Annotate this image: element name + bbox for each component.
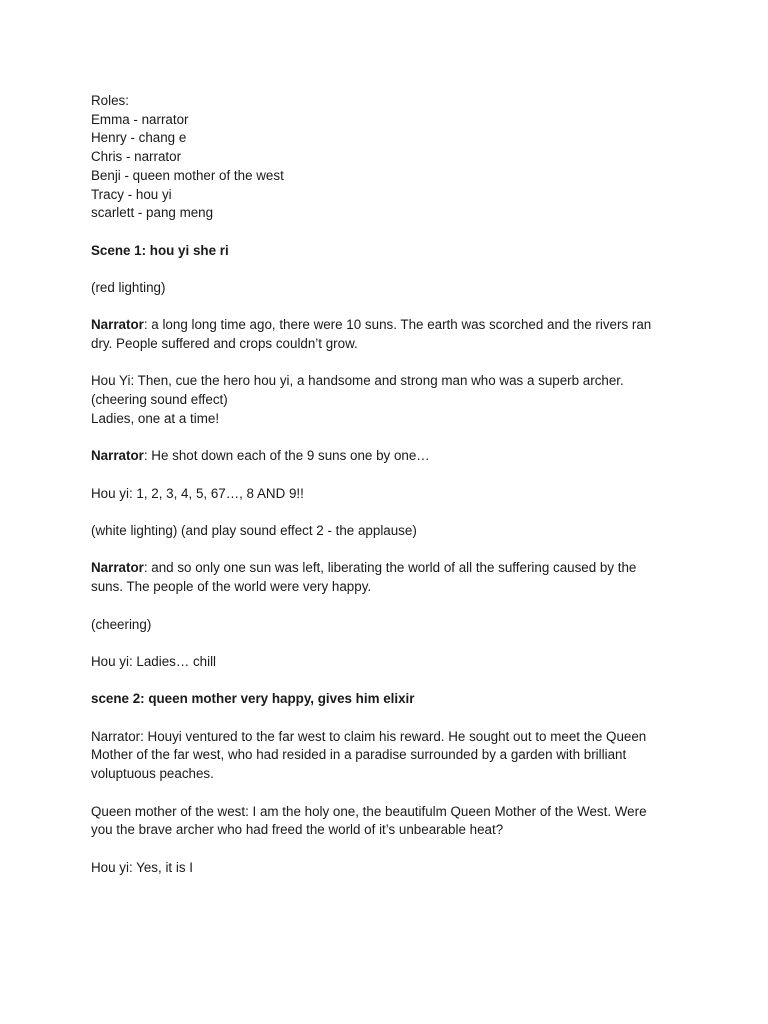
dialogue-text: Hou yi: Ladies… chill (91, 653, 217, 669)
scene2-heading: scene 2: queen mother very happy, gives him elixir (91, 691, 415, 707)
dialogue-narrator-2 (91, 447, 691, 466)
dialogue-text: Hou yi: Yes, it is I (91, 859, 193, 875)
speaker-narrator: Narrator (91, 317, 144, 333)
role-item: Henry - chang e (91, 130, 187, 146)
roles-section (91, 92, 691, 223)
stage-direction-white-lighting: (white lighting) (and play sound effect 2 - the applause) (91, 523, 417, 539)
scene1-heading-block (91, 242, 691, 261)
dialogue-text: : and so only one sun was left, liberating the world of all the suffering caused by the (143, 560, 637, 576)
scene2-heading-block (91, 690, 691, 709)
speaker-narrator: Narrator (91, 448, 144, 464)
stage-direction-red-lighting: (red lighting) (91, 280, 166, 295)
dialogue-narrator-4 (91, 728, 691, 784)
dialogue-queen-mother-1 (91, 803, 691, 840)
dialogue-houyi-4 (91, 859, 691, 878)
dialogue-text: Mother of the far west, who had resided in a paradise surrounded by a garden with brilliant (91, 747, 627, 763)
dialogue-text: Hou yi: 1, 2, 3, 4, 5, 67…, 8 AND 9!! (91, 485, 304, 501)
stage-direction-cheering: (cheering) (91, 616, 152, 632)
roles-heading: Roles: (91, 93, 129, 108)
dialogue-text: suns. The people of the world were very happy. (91, 579, 372, 595)
dialogue-text: : He shot down each of the 9 suns one by one… (143, 448, 430, 464)
scene1-heading: Scene 1: hou yi she ri (91, 242, 229, 258)
stage-direction (91, 279, 691, 298)
script-document (91, 92, 691, 896)
dialogue-houyi-3 (91, 653, 691, 672)
dialogue-houyi-1 (91, 372, 691, 428)
dialogue-narrator-1 (91, 316, 691, 353)
dialogue-text: Queen mother of the west: I am the holy one, the beautifulm Queen Mother of the West. Were (91, 803, 647, 819)
dialogue-text: you the brave archer who had freed the world of it’s unbearable heat? (91, 822, 504, 838)
stage-direction-cheering-sound: (cheering sound effect) (91, 392, 228, 408)
role-item: scarlett - pang meng (91, 205, 214, 221)
dialogue-text: : a long long time ago, there were 10 suns. The earth was scorched and the rivers ran (143, 317, 652, 333)
speaker-narrator: Narrator (91, 560, 144, 576)
dialogue-text: dry. People suffered and crops couldn’t grow. (91, 336, 358, 352)
dialogue-text: Hou Yi: Then, cue the hero hou yi, a handsome and strong man who was a superb archer. (91, 373, 624, 389)
role-item: Emma - narrator (91, 111, 189, 127)
stage-direction (91, 522, 691, 541)
dialogue-narrator-3 (91, 559, 691, 596)
dialogue-text: voluptuous peaches. (91, 766, 214, 782)
stage-direction (91, 616, 691, 635)
role-item: Tracy - hou yi (91, 186, 172, 202)
dialogue-text: Narrator: Houyi ventured to the far west to claim his reward. He sought out to meet the Queen (91, 728, 647, 744)
role-item: Benji - queen mother of the west (91, 167, 284, 183)
dialogue-text: Ladies, one at a time! (91, 410, 220, 426)
dialogue-houyi-2 (91, 485, 691, 504)
role-item: Chris - narrator (91, 149, 182, 165)
